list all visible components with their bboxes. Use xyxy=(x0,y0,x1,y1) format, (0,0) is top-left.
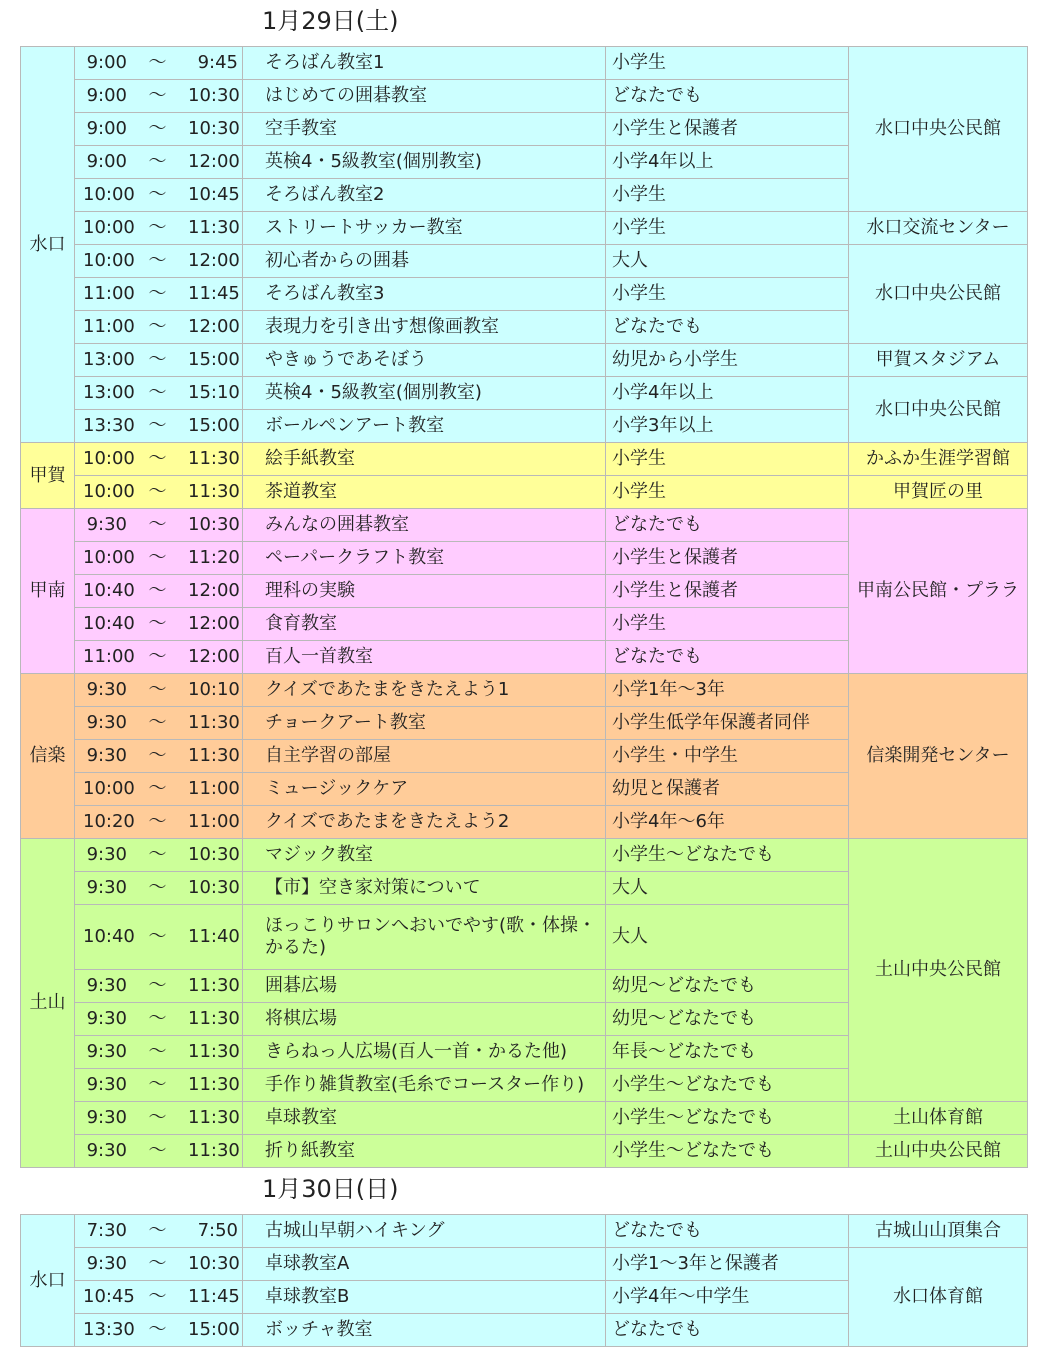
end-time: 12:00 xyxy=(188,151,240,172)
venue-cell: 甲南公民館・プララ xyxy=(849,509,1028,674)
tilde: ～ xyxy=(148,448,167,469)
target-audience: 小学生と保護者 xyxy=(606,575,849,608)
venue-cell: 土山体育館 xyxy=(849,1102,1028,1135)
end-time: 11:30 xyxy=(188,1107,240,1128)
schedule-table-day2 xyxy=(20,1214,1028,1347)
end-time: 10:30 xyxy=(188,118,240,139)
tilde: ～ xyxy=(148,926,167,947)
end-time: 15:00 xyxy=(188,415,240,436)
tilde: ～ xyxy=(148,679,167,700)
tilde: ～ xyxy=(148,547,167,568)
class-title: 空手教室 xyxy=(243,113,606,146)
start-time: 10:00 xyxy=(83,217,135,238)
venue-cell: 水口中央公民館 xyxy=(849,245,1028,344)
class-title: 絵手紙教室 xyxy=(243,443,606,476)
start-time: 9:30 xyxy=(86,1008,127,1029)
target-audience: 幼児から小学生 xyxy=(606,344,849,377)
table-row xyxy=(21,1215,1028,1248)
target-audience: 小学生 xyxy=(606,212,849,245)
start-time: 9:30 xyxy=(86,679,127,700)
class-title: きらねっ人広場(百人一首・かるた他) xyxy=(243,1036,606,1069)
region-cell: 土山 xyxy=(21,839,75,1168)
tilde: ～ xyxy=(148,646,167,667)
start-time: 13:00 xyxy=(83,382,135,403)
table-row xyxy=(21,476,1028,509)
target-audience: 小学生 xyxy=(606,443,849,476)
end-time: 11:40 xyxy=(188,926,240,947)
tilde: ～ xyxy=(148,778,167,799)
end-time: 15:00 xyxy=(188,1319,240,1340)
target-audience: どなたでも xyxy=(606,509,849,542)
target-audience: どなたでも xyxy=(606,80,849,113)
end-time: 15:00 xyxy=(188,349,240,370)
time-cell xyxy=(75,806,243,839)
class-title: 英検4・5級教室(個別教室) xyxy=(243,377,606,410)
tilde: ～ xyxy=(148,745,167,766)
end-time: 11:20 xyxy=(188,547,240,568)
target-audience: 小学生・中学生 xyxy=(606,740,849,773)
start-time: 10:00 xyxy=(83,250,135,271)
start-time: 9:30 xyxy=(86,975,127,996)
start-time: 7:30 xyxy=(86,1220,127,1241)
start-time: 9:30 xyxy=(86,1074,127,1095)
tilde: ～ xyxy=(148,250,167,271)
tilde: ～ xyxy=(148,1041,167,1062)
target-audience: 小学生～どなたでも xyxy=(606,1135,849,1168)
target-audience: 小学4年以上 xyxy=(606,377,849,410)
end-time: 15:10 xyxy=(188,382,240,403)
end-time: 12:00 xyxy=(188,250,240,271)
target-audience: どなたでも xyxy=(606,311,849,344)
time-cell xyxy=(75,113,243,146)
table-row xyxy=(21,509,1028,542)
time-cell xyxy=(75,1215,243,1248)
time-cell xyxy=(75,740,243,773)
start-time: 10:40 xyxy=(83,580,135,601)
end-time: 10:45 xyxy=(188,184,240,205)
start-time: 10:20 xyxy=(83,811,135,832)
class-title: 古城山早朝ハイキング xyxy=(243,1215,606,1248)
tilde: ～ xyxy=(148,613,167,634)
venue-cell: 甲賀スタジアム xyxy=(849,344,1028,377)
start-time: 10:00 xyxy=(83,547,135,568)
time-cell xyxy=(75,245,243,278)
time-cell xyxy=(75,839,243,872)
end-time: 12:00 xyxy=(188,316,240,337)
venue-cell: かふか生涯学習館 xyxy=(849,443,1028,476)
target-audience: 小学生低学年保護者同伴 xyxy=(606,707,849,740)
time-cell xyxy=(75,1102,243,1135)
start-time: 9:30 xyxy=(86,844,127,865)
time-cell xyxy=(75,641,243,674)
class-title: そろばん教室1 xyxy=(243,47,606,80)
class-title: 表現力を引き出す想像画教室 xyxy=(243,311,606,344)
target-audience: 小学生と保護者 xyxy=(606,542,849,575)
end-time: 11:30 xyxy=(188,975,240,996)
tilde: ～ xyxy=(148,1220,167,1241)
time-cell xyxy=(75,311,243,344)
start-time: 9:30 xyxy=(86,1140,127,1161)
class-title: チョークアート教室 xyxy=(243,707,606,740)
table-row xyxy=(21,1102,1028,1135)
target-audience: 小学生 xyxy=(606,179,849,212)
table-row xyxy=(21,47,1028,80)
target-audience: 小学4年～6年 xyxy=(606,806,849,839)
start-time: 9:00 xyxy=(86,151,127,172)
class-title: 囲碁広場 xyxy=(243,970,606,1003)
class-title: 自主学習の部屋 xyxy=(243,740,606,773)
time-cell xyxy=(75,443,243,476)
time-cell xyxy=(75,47,243,80)
class-title: マジック教室 xyxy=(243,839,606,872)
end-time: 11:30 xyxy=(188,217,240,238)
class-title: みんなの囲碁教室 xyxy=(243,509,606,542)
target-audience: 小学1年～3年 xyxy=(606,674,849,707)
table-row xyxy=(21,212,1028,245)
tilde: ～ xyxy=(148,52,167,73)
class-title: 手作り雑貨教室(毛糸でコースター作り) xyxy=(243,1069,606,1102)
target-audience: 小学生と保護者 xyxy=(606,113,849,146)
table-row xyxy=(21,674,1028,707)
class-title: 食育教室 xyxy=(243,608,606,641)
day-title-1: 1月29日(土) xyxy=(262,7,399,35)
class-title: 百人一首教室 xyxy=(243,641,606,674)
table-row xyxy=(21,1248,1028,1281)
target-audience: どなたでも xyxy=(606,1314,849,1347)
tilde: ～ xyxy=(148,85,167,106)
start-time: 9:30 xyxy=(86,745,127,766)
class-title: 卓球教室 xyxy=(243,1102,606,1135)
start-time: 11:00 xyxy=(83,283,135,304)
end-time: 11:45 xyxy=(188,1286,240,1307)
time-cell xyxy=(75,1135,243,1168)
table-row xyxy=(21,377,1028,410)
target-audience: 小学生～どなたでも xyxy=(606,1102,849,1135)
time-cell xyxy=(75,1248,243,1281)
class-title: 茶道教室 xyxy=(243,476,606,509)
tilde: ～ xyxy=(148,1074,167,1095)
class-title: ボッチャ教室 xyxy=(243,1314,606,1347)
tilde: ～ xyxy=(148,580,167,601)
venue-cell: 信楽開発センター xyxy=(849,674,1028,839)
tilde: ～ xyxy=(148,1107,167,1128)
start-time: 9:30 xyxy=(86,1107,127,1128)
end-time: 11:45 xyxy=(188,283,240,304)
start-time: 10:45 xyxy=(83,1286,135,1307)
table-row xyxy=(21,1135,1028,1168)
target-audience: 大人 xyxy=(606,245,849,278)
tilde: ～ xyxy=(148,975,167,996)
end-time: 12:00 xyxy=(188,646,240,667)
time-cell xyxy=(75,1281,243,1314)
end-time: 11:30 xyxy=(188,1008,240,1029)
class-title: そろばん教室2 xyxy=(243,179,606,212)
time-cell xyxy=(75,212,243,245)
start-time: 13:30 xyxy=(83,415,135,436)
start-time: 9:30 xyxy=(86,712,127,733)
class-title: 卓球教室B xyxy=(243,1281,606,1314)
tilde: ～ xyxy=(148,811,167,832)
venue-cell: 水口中央公民館 xyxy=(849,47,1028,212)
venue-cell: 水口交流センター xyxy=(849,212,1028,245)
tilde: ～ xyxy=(148,118,167,139)
time-cell xyxy=(75,1003,243,1036)
class-title: クイズであたまをきたえよう2 xyxy=(243,806,606,839)
class-title: 【市】空き家対策について xyxy=(243,872,606,905)
start-time: 13:30 xyxy=(83,1319,135,1340)
target-audience: 小学生 xyxy=(606,278,849,311)
class-title: 理科の実験 xyxy=(243,575,606,608)
region-cell: 甲南 xyxy=(21,509,75,674)
target-audience: どなたでも xyxy=(606,1215,849,1248)
class-title: ボールペンアート教室 xyxy=(243,410,606,443)
target-audience: 大人 xyxy=(606,872,849,905)
start-time: 11:00 xyxy=(83,646,135,667)
time-cell xyxy=(75,608,243,641)
start-time: 9:30 xyxy=(86,514,127,535)
tilde: ～ xyxy=(148,844,167,865)
end-time: 11:30 xyxy=(188,745,240,766)
target-audience: 小学生 xyxy=(606,608,849,641)
venue-cell: 水口中央公民館 xyxy=(849,377,1028,443)
end-time: 12:00 xyxy=(188,613,240,634)
start-time: 10:00 xyxy=(83,778,135,799)
end-time: 11:30 xyxy=(188,448,240,469)
class-title: ミュージックケア xyxy=(243,773,606,806)
end-time: 11:30 xyxy=(188,1041,240,1062)
time-cell xyxy=(75,542,243,575)
venue-cell: 甲賀匠の里 xyxy=(849,476,1028,509)
class-title: ほっこりサロンへおいでやす(歌・体操・かるた) xyxy=(243,905,606,970)
time-cell xyxy=(75,905,243,970)
start-time: 9:00 xyxy=(86,85,127,106)
time-cell xyxy=(75,344,243,377)
target-audience: 幼児～どなたでも xyxy=(606,970,849,1003)
start-time: 10:00 xyxy=(83,448,135,469)
time-cell xyxy=(75,509,243,542)
start-time: 9:00 xyxy=(86,52,127,73)
time-cell xyxy=(75,278,243,311)
start-time: 13:00 xyxy=(83,349,135,370)
tilde: ～ xyxy=(148,1253,167,1274)
time-cell xyxy=(75,707,243,740)
time-cell xyxy=(75,970,243,1003)
time-cell xyxy=(75,575,243,608)
target-audience: どなたでも xyxy=(606,641,849,674)
tilde: ～ xyxy=(148,316,167,337)
region-cell: 甲賀 xyxy=(21,443,75,509)
end-time: 10:30 xyxy=(188,514,240,535)
venue-cell: 水口体育館 xyxy=(849,1248,1028,1347)
time-cell xyxy=(75,476,243,509)
target-audience: 小学4年～中学生 xyxy=(606,1281,849,1314)
target-audience: 年長～どなたでも xyxy=(606,1036,849,1069)
tilde: ～ xyxy=(148,217,167,238)
time-cell xyxy=(75,773,243,806)
time-cell xyxy=(75,674,243,707)
end-time: 10:30 xyxy=(188,85,240,106)
tilde: ～ xyxy=(148,382,167,403)
end-time: 11:30 xyxy=(188,481,240,502)
tilde: ～ xyxy=(148,1286,167,1307)
tilde: ～ xyxy=(148,1008,167,1029)
tilde: ～ xyxy=(148,877,167,898)
tilde: ～ xyxy=(148,184,167,205)
venue-cell: 古城山山頂集合 xyxy=(849,1215,1028,1248)
start-time: 9:30 xyxy=(86,1253,127,1274)
table-row xyxy=(21,839,1028,872)
end-time: 10:30 xyxy=(188,844,240,865)
class-title: はじめての囲碁教室 xyxy=(243,80,606,113)
class-title: ストリートサッカー教室 xyxy=(243,212,606,245)
tilde: ～ xyxy=(148,1140,167,1161)
venue-cell: 土山中央公民館 xyxy=(849,839,1028,1102)
tilde: ～ xyxy=(148,349,167,370)
class-title: 卓球教室A xyxy=(243,1248,606,1281)
start-time: 10:00 xyxy=(83,184,135,205)
target-audience: 小学生 xyxy=(606,47,849,80)
venue-cell: 土山中央公民館 xyxy=(849,1135,1028,1168)
class-title: 将棋広場 xyxy=(243,1003,606,1036)
target-audience: 小学生 xyxy=(606,476,849,509)
end-time: 11:30 xyxy=(188,1140,240,1161)
end-time: 9:45 xyxy=(197,52,238,73)
start-time: 10:40 xyxy=(83,926,135,947)
target-audience: 幼児と保護者 xyxy=(606,773,849,806)
table-row xyxy=(21,443,1028,476)
start-time: 9:00 xyxy=(86,118,127,139)
start-time: 9:30 xyxy=(86,1041,127,1062)
region-cell: 水口 xyxy=(21,1215,75,1347)
end-time: 11:30 xyxy=(188,712,240,733)
end-time: 11:30 xyxy=(188,1074,240,1095)
schedule-table-day1 xyxy=(20,46,1028,1168)
target-audience: 小学生～どなたでも xyxy=(606,839,849,872)
class-title: ペーパークラフト教室 xyxy=(243,542,606,575)
day-title-2: 1月30日(日) xyxy=(262,1175,399,1203)
tilde: ～ xyxy=(148,415,167,436)
target-audience: 小学1～3年と保護者 xyxy=(606,1248,849,1281)
class-title: やきゅうであそぼう xyxy=(243,344,606,377)
tilde: ～ xyxy=(148,1319,167,1340)
region-cell: 信楽 xyxy=(21,674,75,839)
table-row xyxy=(21,245,1028,278)
end-time: 10:30 xyxy=(188,877,240,898)
table-row xyxy=(21,344,1028,377)
time-cell xyxy=(75,410,243,443)
end-time: 10:10 xyxy=(188,679,240,700)
start-time: 10:40 xyxy=(83,613,135,634)
end-time: 10:30 xyxy=(188,1253,240,1274)
time-cell xyxy=(75,1314,243,1347)
time-cell xyxy=(75,80,243,113)
tilde: ～ xyxy=(148,283,167,304)
time-cell xyxy=(75,872,243,905)
target-audience: 大人 xyxy=(606,905,849,970)
time-cell xyxy=(75,1036,243,1069)
start-time: 10:00 xyxy=(83,481,135,502)
class-title: そろばん教室3 xyxy=(243,278,606,311)
tilde: ～ xyxy=(148,712,167,733)
class-title: 初心者からの囲碁 xyxy=(243,245,606,278)
region-cell: 水口 xyxy=(21,47,75,443)
time-cell xyxy=(75,1069,243,1102)
end-time: 12:00 xyxy=(188,580,240,601)
time-cell xyxy=(75,146,243,179)
time-cell xyxy=(75,377,243,410)
start-time: 11:00 xyxy=(83,316,135,337)
time-cell xyxy=(75,179,243,212)
end-time: 11:00 xyxy=(188,811,240,832)
end-time: 11:00 xyxy=(188,778,240,799)
tilde: ～ xyxy=(148,514,167,535)
tilde: ～ xyxy=(148,481,167,502)
tilde: ～ xyxy=(148,151,167,172)
end-time: 7:50 xyxy=(197,1220,238,1241)
target-audience: 幼児～どなたでも xyxy=(606,1003,849,1036)
target-audience: 小学生～どなたでも xyxy=(606,1069,849,1102)
start-time: 9:30 xyxy=(86,877,127,898)
target-audience: 小学3年以上 xyxy=(606,410,849,443)
target-audience: 小学4年以上 xyxy=(606,146,849,179)
class-title: 英検4・5級教室(個別教室) xyxy=(243,146,606,179)
class-title: クイズであたまをきたえよう1 xyxy=(243,674,606,707)
class-title: 折り紙教室 xyxy=(243,1135,606,1168)
